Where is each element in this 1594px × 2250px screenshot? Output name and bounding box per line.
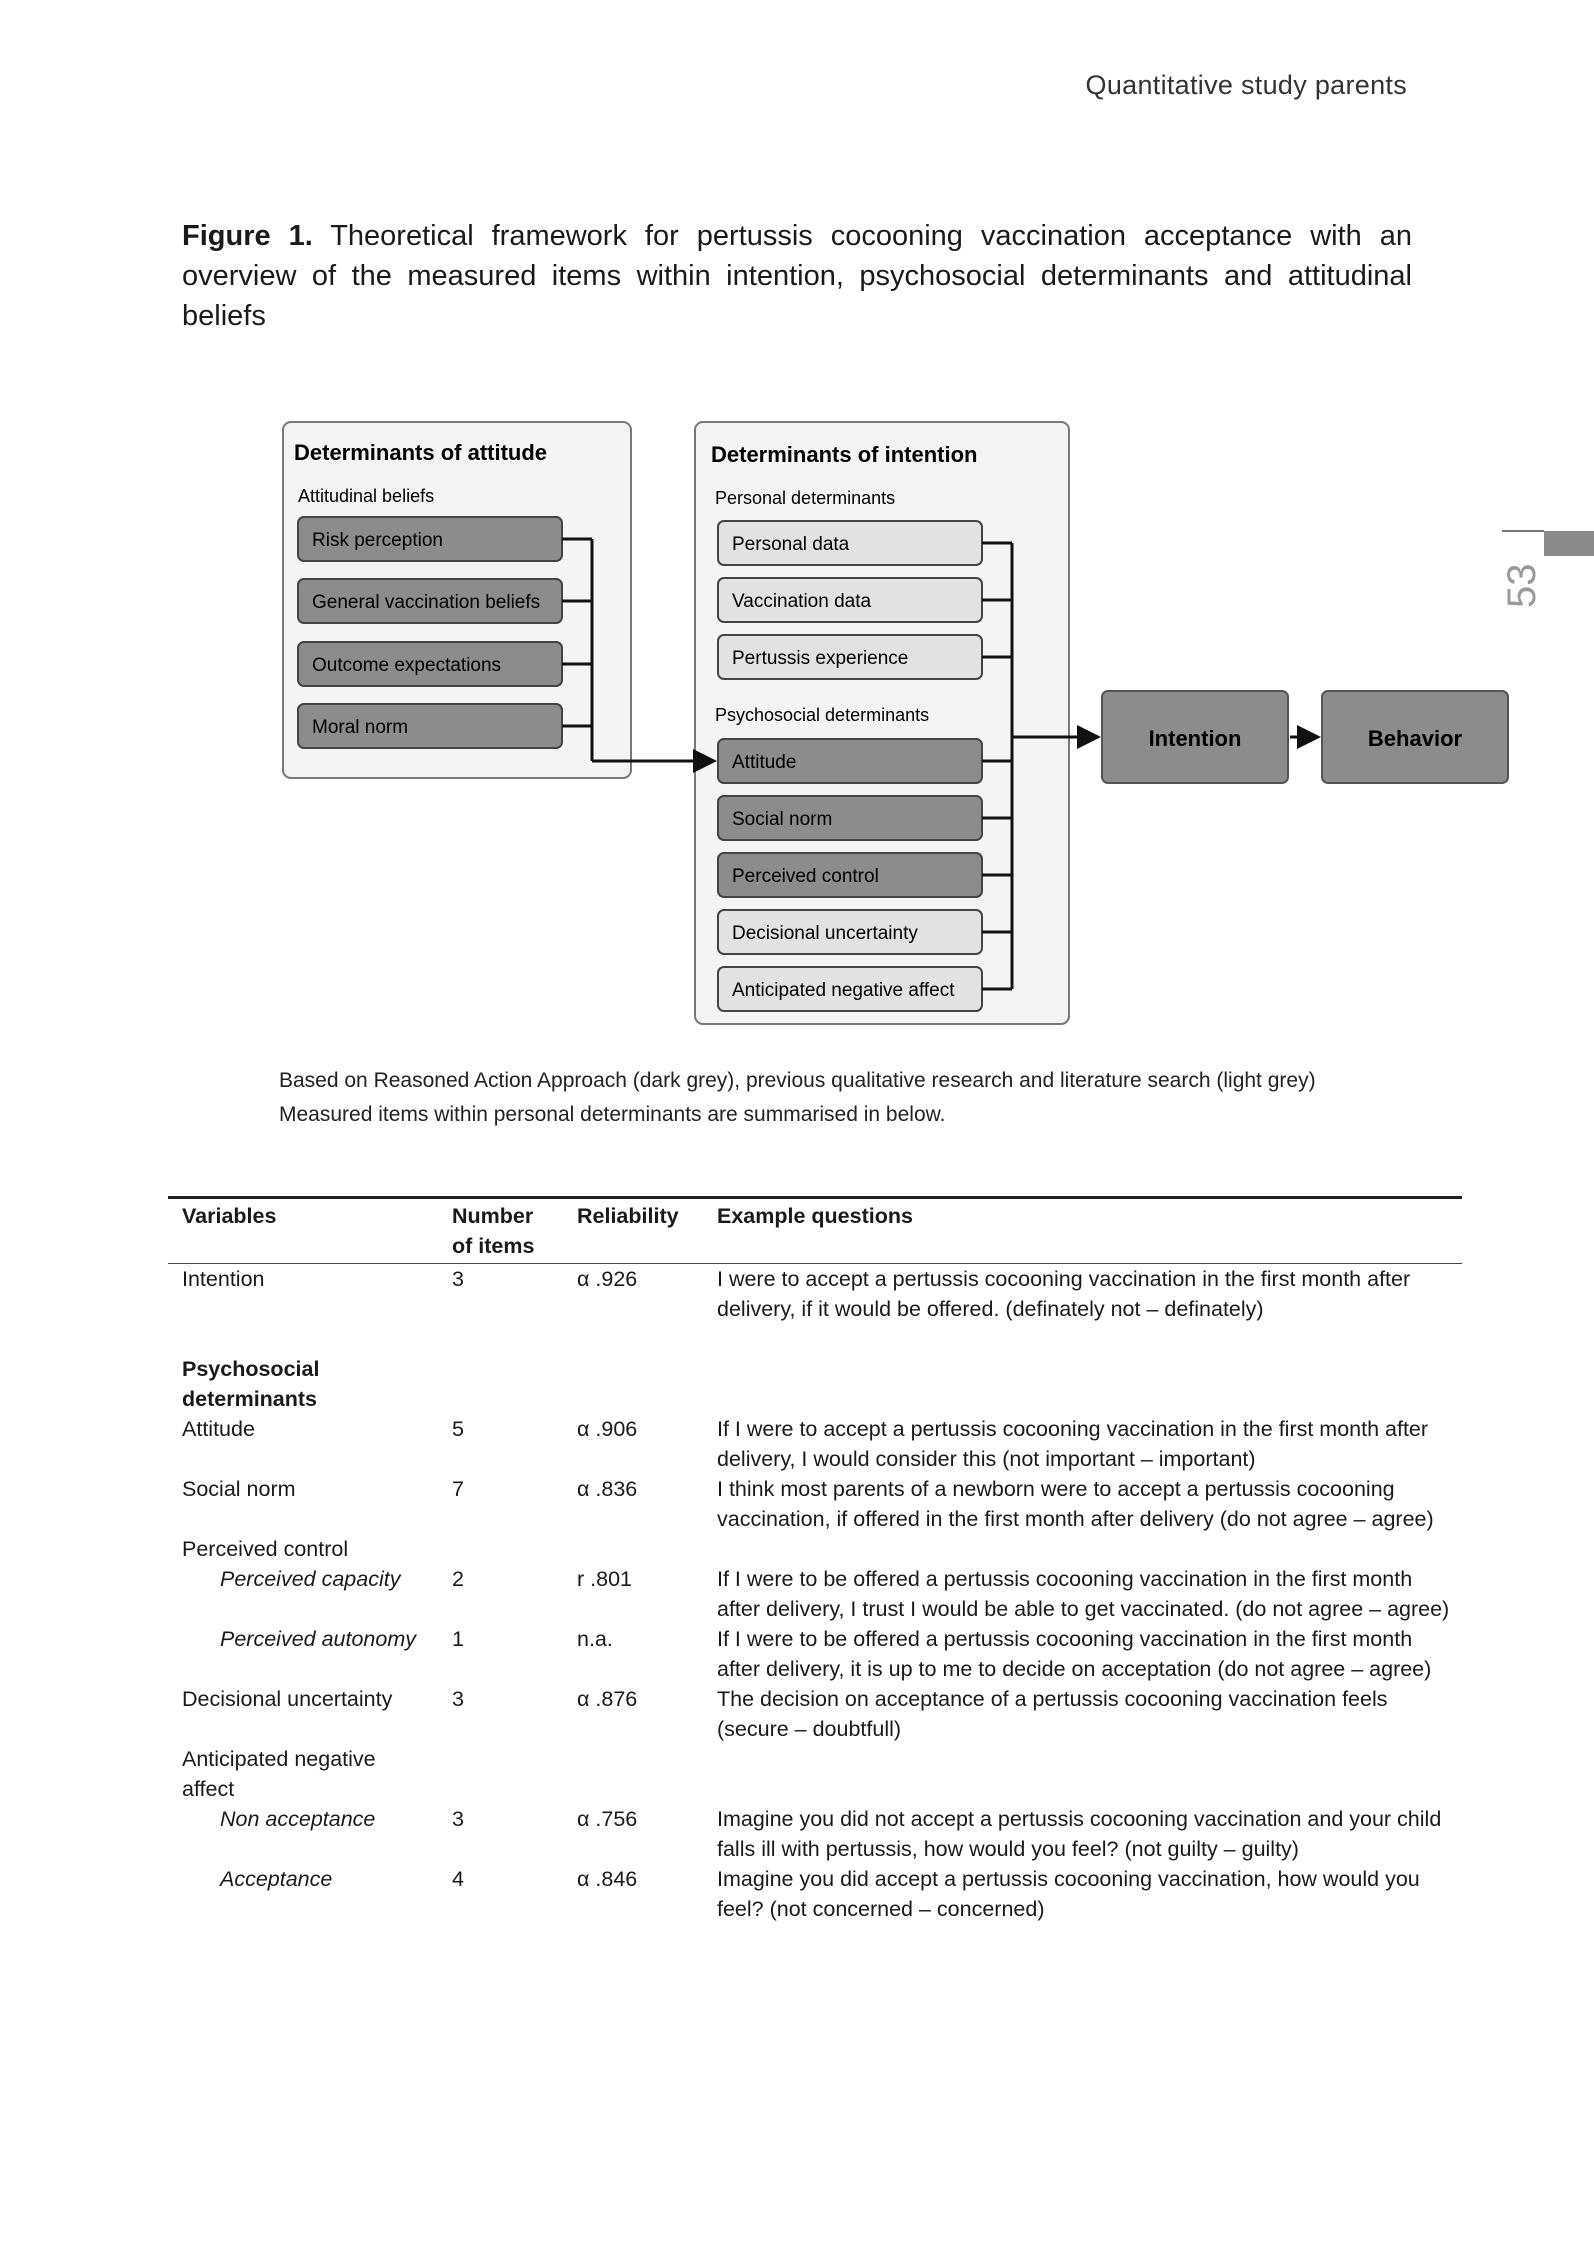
personal-boxes bbox=[718, 521, 982, 679]
cell-n: 3 bbox=[452, 1687, 464, 1711]
psychosocial-item-label: Social norm bbox=[732, 809, 833, 830]
table-row bbox=[168, 1474, 1462, 1534]
cell-rel: α .876 bbox=[577, 1687, 638, 1711]
header-example-questions: Example questions bbox=[717, 1204, 913, 1228]
cell-n: 7 bbox=[452, 1477, 464, 1501]
cell-n: 2 bbox=[452, 1567, 464, 1591]
table-spacer bbox=[168, 1324, 1462, 1354]
attitudinal-item-label: Outcome expectations bbox=[312, 655, 502, 676]
cell-rel: α .756 bbox=[577, 1807, 638, 1831]
header-number-items: Number of items bbox=[452, 1204, 535, 1258]
attitudinal-item-label: General vaccination beliefs bbox=[312, 592, 541, 613]
figure-caption-text: Theoretical framework for pertussis cocooning vaccination acceptance with an overview of the measured items within intention, psychosocial determinants and attitudinal beliefs bbox=[182, 220, 1412, 332]
cell-variable: Anticipated negative affect bbox=[182, 1747, 376, 1801]
cell-variable: Non acceptance bbox=[220, 1807, 376, 1831]
table-row bbox=[168, 1744, 1462, 1804]
cell-question: If I were to be offered a pertussis cocooning vaccination in the first month after delivery, it is up to me to decide on acceptation (do not agree – agree) bbox=[717, 1627, 1432, 1681]
psychosocial-item-label: Perceived control bbox=[732, 866, 879, 887]
cell-rel: r .801 bbox=[577, 1567, 632, 1591]
table-row bbox=[168, 1684, 1462, 1744]
table-row bbox=[168, 1624, 1462, 1684]
cell-variable: Social norm bbox=[182, 1477, 296, 1501]
table-row bbox=[168, 1564, 1462, 1624]
cell-n: 1 bbox=[452, 1627, 464, 1651]
cell-variable: Perceived control bbox=[182, 1537, 349, 1561]
psychosocial-item-label: Anticipated negative affect bbox=[732, 980, 955, 1001]
psychosocial-item-label: Attitude bbox=[732, 752, 797, 773]
cell-n: 3 bbox=[452, 1267, 464, 1291]
cell-question: The decision on acceptance of a pertussis cocooning vaccination feels (secure – doubtfull) bbox=[717, 1687, 1388, 1741]
psychosocial-label: Psychosocial determinants bbox=[715, 705, 930, 725]
figure-caption bbox=[182, 216, 1412, 336]
psychosocial-item-label: Decisional uncertainty bbox=[732, 923, 918, 944]
header-reliability: Reliability bbox=[577, 1204, 679, 1228]
cell-variable: Decisional uncertainty bbox=[182, 1687, 393, 1711]
cell-rel: α .836 bbox=[577, 1477, 638, 1501]
personal-item-label: Vaccination data bbox=[732, 591, 872, 612]
table-row bbox=[168, 1864, 1462, 1924]
table-row bbox=[168, 1804, 1462, 1864]
cell-n: 5 bbox=[452, 1417, 464, 1441]
cell-variable: Perceived capacity bbox=[220, 1567, 401, 1591]
cell-question: If I were to be offered a pertussis cocooning vaccination in the first month after delivery, I trust I would be able to get vaccinated. (do not agree – agree) bbox=[717, 1567, 1450, 1621]
attitude-panel-title: Determinants of attitude bbox=[294, 440, 548, 465]
psychosocial-boxes bbox=[718, 739, 982, 1011]
cell-question: If I were to accept a pertussis cocooning vaccination in the first month after delivery, I would consider this (not important – important) bbox=[717, 1417, 1429, 1471]
cell-question: Imagine you did not accept a pertussis cocooning vaccination and your child falls ill with pertussis, how would you feel? (not guilty – guilty) bbox=[717, 1807, 1442, 1861]
intention-label: Intention bbox=[1148, 726, 1242, 751]
page-tab bbox=[1544, 531, 1594, 556]
figure-note-2: Measured items within personal determinants are summarised in below. bbox=[279, 1103, 946, 1126]
running-head: Quantitative study parents bbox=[1085, 70, 1407, 100]
cell-question: I think most parents of a newborn were to accept a pertussis cocooning vaccination, if offered in the first month after delivery (do not agree – agree) bbox=[717, 1477, 1434, 1531]
cell-variable: Acceptance bbox=[220, 1867, 333, 1891]
attitudinal-item-label: Moral norm bbox=[312, 717, 409, 738]
table-header-row bbox=[168, 1198, 1462, 1264]
cell-n: 4 bbox=[452, 1867, 464, 1891]
intention-panel-title: Determinants of intention bbox=[711, 442, 978, 467]
personal-item-label: Pertussis experience bbox=[732, 648, 909, 669]
attitudinal-label: Attitudinal beliefs bbox=[298, 486, 435, 506]
cell-rel: α .846 bbox=[577, 1867, 638, 1891]
cell-variable: Attitude bbox=[182, 1417, 255, 1441]
header-variables: Variables bbox=[182, 1204, 277, 1228]
figure-note-1: Based on Reasoned Action Approach (dark grey), previous qualitative research and literature search (light grey) bbox=[279, 1069, 1316, 1092]
table-row bbox=[168, 1414, 1462, 1474]
personal-item-label: Personal data bbox=[732, 534, 850, 555]
personal-label: Personal determinants bbox=[715, 488, 896, 508]
table-row bbox=[168, 1264, 1462, 1325]
cell-rel: α .926 bbox=[577, 1267, 638, 1291]
cell-question: I were to accept a pertussis cocooning vaccination in the first month after delivery, if it would be offered. (definately not – definately) bbox=[717, 1267, 1411, 1321]
items-table bbox=[168, 1196, 1462, 1924]
cell-n: 3 bbox=[452, 1807, 464, 1831]
cell-variable: Psychosocial determinants bbox=[182, 1357, 320, 1411]
cell-rel: n.a. bbox=[577, 1627, 613, 1651]
framework-diagram bbox=[270, 410, 1520, 1030]
cell-variable: Intention bbox=[182, 1267, 265, 1291]
behavior-label: Behavior bbox=[1367, 726, 1463, 751]
attitudinal-item-label: Risk perception bbox=[312, 530, 443, 551]
cell-rel: α .906 bbox=[577, 1417, 638, 1441]
cell-variable: Perceived autonomy bbox=[220, 1627, 416, 1651]
page-number: 53 bbox=[1500, 563, 1544, 608]
figure-label: Figure 1. bbox=[182, 220, 313, 252]
cell-question: Imagine you did accept a pertussis cocooning vaccination, how would you feel? (not concerned – concerned) bbox=[717, 1867, 1420, 1921]
table-row bbox=[168, 1534, 1462, 1564]
table-row bbox=[168, 1354, 1462, 1414]
